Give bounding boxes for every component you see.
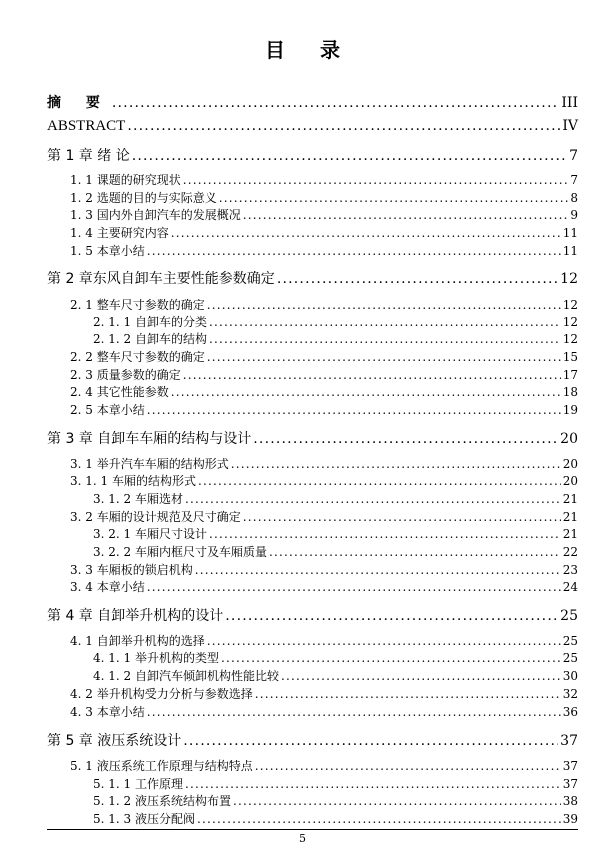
toc-entry-title: 1. 4 主要研究内容 bbox=[70, 226, 169, 240]
toc-entry-page: 21 bbox=[562, 492, 578, 506]
toc-entry-page: 11 bbox=[562, 226, 578, 240]
toc-entry-title: 3. 2. 2 车厢内框尺寸及车厢质量 bbox=[93, 545, 267, 559]
toc-leader-dots bbox=[209, 332, 561, 346]
toc-entry-title: 2. 1. 2 自卸车的结构 bbox=[93, 332, 207, 346]
toc-entry[interactable] bbox=[70, 508, 578, 525]
toc-entry-title: 2. 3 质量参数的确定 bbox=[70, 368, 181, 382]
toc-entry[interactable] bbox=[70, 561, 578, 578]
toc-leader-dots bbox=[171, 226, 561, 240]
toc-entry[interactable] bbox=[70, 242, 578, 259]
toc-entry-title: 3. 1. 2 车厢选材 bbox=[93, 492, 183, 506]
toc-entry-page: 9 bbox=[570, 208, 578, 222]
toc-entry[interactable] bbox=[93, 649, 578, 666]
toc-leader-dots bbox=[197, 812, 561, 826]
toc-entry-page: 12 bbox=[562, 332, 578, 346]
toc-entry[interactable] bbox=[47, 730, 578, 750]
toc-entry[interactable] bbox=[70, 632, 578, 649]
toc-entry-title: 2. 5 本章小结 bbox=[70, 403, 145, 417]
toc-entry-page: 20 bbox=[560, 431, 578, 447]
toc-entry[interactable] bbox=[93, 313, 578, 330]
toc-entry-title: 2. 1. 1 自卸车的分类 bbox=[93, 315, 207, 329]
toc-entry-title: ABSTRACT bbox=[47, 118, 126, 134]
toc-entry-title: 1. 5 本章小结 bbox=[70, 244, 145, 258]
toc-entry-title: 1. 2 选题的目的与实际意义 bbox=[70, 191, 217, 205]
toc-entry-title: 5. 1 液压系统工作原理与结构特点 bbox=[70, 759, 253, 773]
toc-entry[interactable] bbox=[70, 472, 578, 489]
toc-entry[interactable] bbox=[70, 383, 578, 400]
toc-entry-title: 3. 1. 1 车厢的结构形式 bbox=[70, 474, 196, 488]
toc-entry-page: 8 bbox=[570, 191, 578, 205]
toc-entry-title: 4. 3 本章小结 bbox=[70, 705, 145, 719]
toc-entry-title: 4. 1. 2 自卸汽车倾卸机构性能比较 bbox=[93, 669, 279, 683]
toc-entry[interactable] bbox=[70, 206, 578, 223]
toc-entry-page: 12 bbox=[562, 298, 578, 312]
toc-entry-page: 39 bbox=[562, 812, 578, 826]
toc-entry-title: 4. 1 自卸举升机构的选择 bbox=[70, 634, 205, 648]
toc-entry[interactable] bbox=[70, 171, 578, 188]
toc-entry-title: 1. 3 国内外自卸汽车的发展概况 bbox=[70, 208, 241, 222]
toc-entry[interactable] bbox=[47, 268, 578, 288]
toc-entry[interactable] bbox=[93, 490, 578, 507]
toc-entry[interactable] bbox=[70, 366, 578, 383]
toc-entry[interactable] bbox=[70, 578, 578, 595]
toc-entry-title: 3. 1 举升汽车车厢的结构形式 bbox=[70, 457, 229, 471]
toc-leader-dots bbox=[233, 794, 561, 808]
toc-entry-title: 2. 2 整车尺寸参数的确定 bbox=[70, 350, 205, 364]
toc-entry-title: 5. 1. 1 工作原理 bbox=[93, 777, 183, 791]
toc-leader-dots bbox=[269, 545, 561, 559]
toc-entry[interactable] bbox=[70, 189, 578, 206]
toc-leader-dots bbox=[207, 634, 561, 648]
footer-divider bbox=[47, 829, 578, 830]
toc-entry[interactable] bbox=[93, 330, 578, 347]
toc-entry[interactable] bbox=[47, 145, 578, 165]
toc-entry[interactable] bbox=[93, 792, 578, 809]
toc-entry[interactable] bbox=[47, 118, 578, 135]
toc-leader-dots bbox=[221, 651, 561, 665]
toc-leader-dots bbox=[183, 173, 569, 187]
toc-leader-dots bbox=[147, 244, 561, 258]
toc-leader-dots bbox=[219, 191, 569, 205]
toc-entry-page: 21 bbox=[562, 527, 578, 541]
toc-entry[interactable] bbox=[93, 667, 578, 684]
toc-entry-title: 摘 要 bbox=[47, 95, 110, 111]
toc-leader-dots bbox=[198, 474, 561, 488]
toc-entry-title: 5. 1. 2 液压系统结构布置 bbox=[93, 794, 231, 808]
toc-entry[interactable] bbox=[70, 757, 578, 774]
toc-leader-dots bbox=[132, 148, 567, 164]
toc-leader-dots bbox=[147, 580, 561, 594]
page-number: 5 bbox=[299, 832, 306, 845]
toc-leader-dots bbox=[207, 298, 561, 312]
toc-entry-title: 4. 1. 1 举升机构的类型 bbox=[93, 651, 219, 665]
toc-entry-title: 5. 1. 3 液压分配阀 bbox=[93, 812, 195, 826]
toc-leader-dots bbox=[255, 759, 561, 773]
toc-entry-page: 30 bbox=[562, 669, 578, 683]
toc-entry-title: 1. 1 课题的研究现状 bbox=[70, 173, 181, 187]
toc-entry[interactable] bbox=[70, 703, 578, 720]
toc-entry-page: 20 bbox=[562, 457, 578, 471]
toc-entry[interactable] bbox=[70, 401, 578, 418]
toc-leader-dots bbox=[225, 608, 558, 624]
toc-entry-title: 4. 2 举升机构受力分析与参数选择 bbox=[70, 687, 253, 701]
toc-entry-page: 25 bbox=[562, 634, 578, 648]
toc-entry-page: 18 bbox=[562, 385, 578, 399]
toc-entry[interactable] bbox=[47, 92, 578, 112]
toc-entry-page: 12 bbox=[562, 315, 578, 329]
toc-entry-page: 25 bbox=[560, 608, 578, 624]
toc-leader-dots bbox=[195, 563, 561, 577]
toc-entry[interactable] bbox=[93, 525, 578, 542]
toc-leader-dots bbox=[183, 368, 561, 382]
toc-entry[interactable] bbox=[93, 775, 578, 792]
toc-leader-dots bbox=[112, 95, 560, 111]
toc-entry-page: IV bbox=[562, 118, 578, 134]
toc-leader-dots bbox=[209, 315, 561, 329]
toc-entry-page: 32 bbox=[562, 687, 578, 701]
toc-entry[interactable] bbox=[70, 296, 578, 313]
toc-entry-title: 3. 2 车厢的设计规范及尺寸确定 bbox=[70, 510, 241, 524]
toc-entry[interactable] bbox=[47, 428, 578, 448]
toc-entry-page: 19 bbox=[562, 403, 578, 417]
toc-leader-dots bbox=[231, 457, 561, 471]
toc-entry-page: 22 bbox=[562, 545, 578, 559]
toc-entry-page: 17 bbox=[562, 368, 578, 382]
toc-entry-page: 7 bbox=[569, 148, 578, 164]
toc-entry-page: 38 bbox=[562, 794, 578, 808]
toc-entry-page: 23 bbox=[562, 563, 578, 577]
toc-leader-dots bbox=[277, 271, 558, 287]
toc-leader-dots bbox=[281, 669, 561, 683]
toc-entry-page: 37 bbox=[562, 759, 578, 773]
toc-entry-title: 2. 4 其它性能参数 bbox=[70, 385, 169, 399]
toc-leader-dots bbox=[255, 687, 561, 701]
toc-leader-dots bbox=[127, 118, 560, 134]
toc-entry[interactable] bbox=[70, 455, 578, 472]
toc-entry[interactable] bbox=[70, 685, 578, 702]
toc-entry-title: 第 2 章东风自卸车主要性能参数确定 bbox=[47, 271, 275, 287]
toc-entry-page: 36 bbox=[562, 705, 578, 719]
toc-leader-dots bbox=[147, 403, 561, 417]
toc-leader-dots bbox=[147, 705, 561, 719]
toc-entry[interactable] bbox=[70, 348, 578, 365]
toc-leader-dots bbox=[183, 733, 558, 749]
toc-leader-dots bbox=[185, 492, 561, 506]
toc-leader-dots bbox=[171, 385, 561, 399]
toc-leader-dots bbox=[243, 208, 569, 222]
toc-leader-dots bbox=[185, 777, 561, 791]
toc-entry-page: 20 bbox=[562, 474, 578, 488]
toc-entry-page: 11 bbox=[562, 244, 578, 258]
toc-leader-dots bbox=[209, 527, 561, 541]
toc-entry-page: 25 bbox=[562, 651, 578, 665]
toc-entry-title: 3. 4 本章小结 bbox=[70, 580, 145, 594]
toc-entry-page: III bbox=[561, 95, 578, 111]
toc-entry-title: 第 4 章 自卸举升机构的设计 bbox=[47, 608, 224, 624]
page-title: 目 录 bbox=[265, 38, 354, 62]
toc-entry[interactable] bbox=[47, 605, 578, 625]
toc-entry[interactable] bbox=[93, 543, 578, 560]
toc-entry[interactable] bbox=[70, 224, 578, 241]
toc-entry-title: 2. 1 整车尺寸参数的确定 bbox=[70, 298, 205, 312]
toc-entry-title: 3. 2. 1 车厢尺寸设计 bbox=[93, 527, 207, 541]
toc-entry-page: 21 bbox=[562, 510, 578, 524]
toc-leader-dots bbox=[207, 350, 561, 364]
toc-entry-page: 24 bbox=[562, 580, 578, 594]
toc-entry-title: 3. 3 车厢板的锁启机构 bbox=[70, 563, 193, 577]
toc-entry[interactable] bbox=[93, 810, 578, 827]
toc-entry-page: 7 bbox=[570, 173, 578, 187]
toc-leader-dots bbox=[243, 510, 561, 524]
toc-entry-title: 第 5 章 液压系统设计 bbox=[47, 733, 182, 749]
toc-entry-title: 第 3 章 自卸车车厢的结构与设计 bbox=[47, 431, 252, 447]
toc-entry-title: 第 1 章 绪 论 bbox=[47, 148, 130, 164]
toc-entry-page: 37 bbox=[560, 733, 578, 749]
toc-entry-page: 37 bbox=[562, 777, 578, 791]
toc-entry-page: 15 bbox=[562, 350, 578, 364]
toc-entry-page: 12 bbox=[560, 271, 578, 287]
toc-leader-dots bbox=[253, 431, 558, 447]
